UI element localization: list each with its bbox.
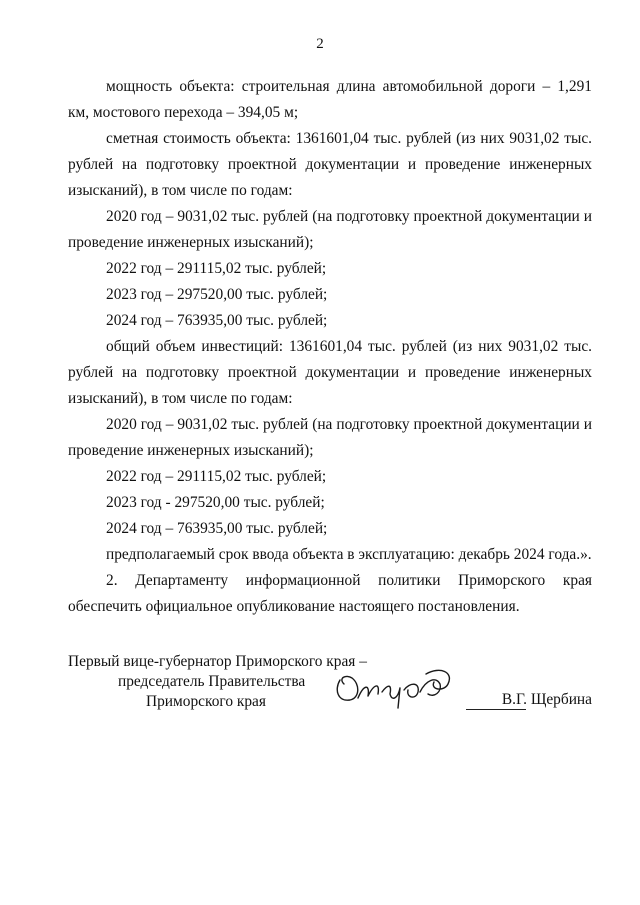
signatory-name: В.Г. Щербина <box>501 691 592 708</box>
paragraph-investment-2024: 2024 год – 763935,00 тыс. рублей; <box>106 520 328 537</box>
paragraph-total-investment: общий объем инвестиций: 1361601,04 тыс. рублей (из них 9031,02 тыс. рублей на подготовку проектной документации и проведение инженерных изысканий), в том числе по годам: <box>68 338 592 407</box>
paragraph-commissioning-date: предполагаемый срок ввода объекта в эксплуатацию: декабрь 2024 года.». <box>106 546 592 563</box>
paragraph-investment-2023: 2023 год - 297520,00 тыс. рублей; <box>106 494 325 511</box>
paragraph-estimated-cost: сметная стоимость объекта: 1361601,04 тыс. рублей (из них 9031,02 тыс. рублей на подготовку проектной документации и проведение инженерных изысканий), в том числе по годам: <box>68 130 592 199</box>
paragraph-cost-2024: 2024 год – 763935,00 тыс. рублей; <box>106 312 328 329</box>
signatory-title-line-3: Приморского края <box>146 693 266 710</box>
paragraph-investment-2022: 2022 год – 291115,02 тыс. рублей; <box>106 468 327 485</box>
paragraph-capacity: мощность объекта: строительная длина автомобильной дороги – 1,291 км, мостового перехода – 394,05 м; <box>68 78 592 121</box>
signatory-title-line-1: Первый вице-губернатор Приморского края – <box>68 653 367 670</box>
paragraph-cost-2023: 2023 год – 297520,00 тыс. рублей; <box>106 286 328 303</box>
document-body <box>68 74 592 620</box>
paragraph-investment-2020: 2020 год – 9031,02 тыс. рублей (на подготовку проектной документации и проведение инженерных изысканий); <box>68 416 592 459</box>
paragraph-item-2: 2. Департаменту информационной политики Приморского края обеспечить официальное опубликование настоящего постановления. <box>68 572 592 615</box>
paragraph-cost-2022: 2022 год – 291115,02 тыс. рублей; <box>106 260 327 277</box>
signatory-title-line-2: председатель Правительства <box>118 673 306 690</box>
signature-block <box>68 652 592 722</box>
page-number: 2 <box>316 36 324 52</box>
paragraph-cost-2020: 2020 год – 9031,02 тыс. рублей (на подготовку проектной документации и проведение инженерных изысканий); <box>68 208 592 251</box>
handwritten-signature <box>330 662 470 714</box>
